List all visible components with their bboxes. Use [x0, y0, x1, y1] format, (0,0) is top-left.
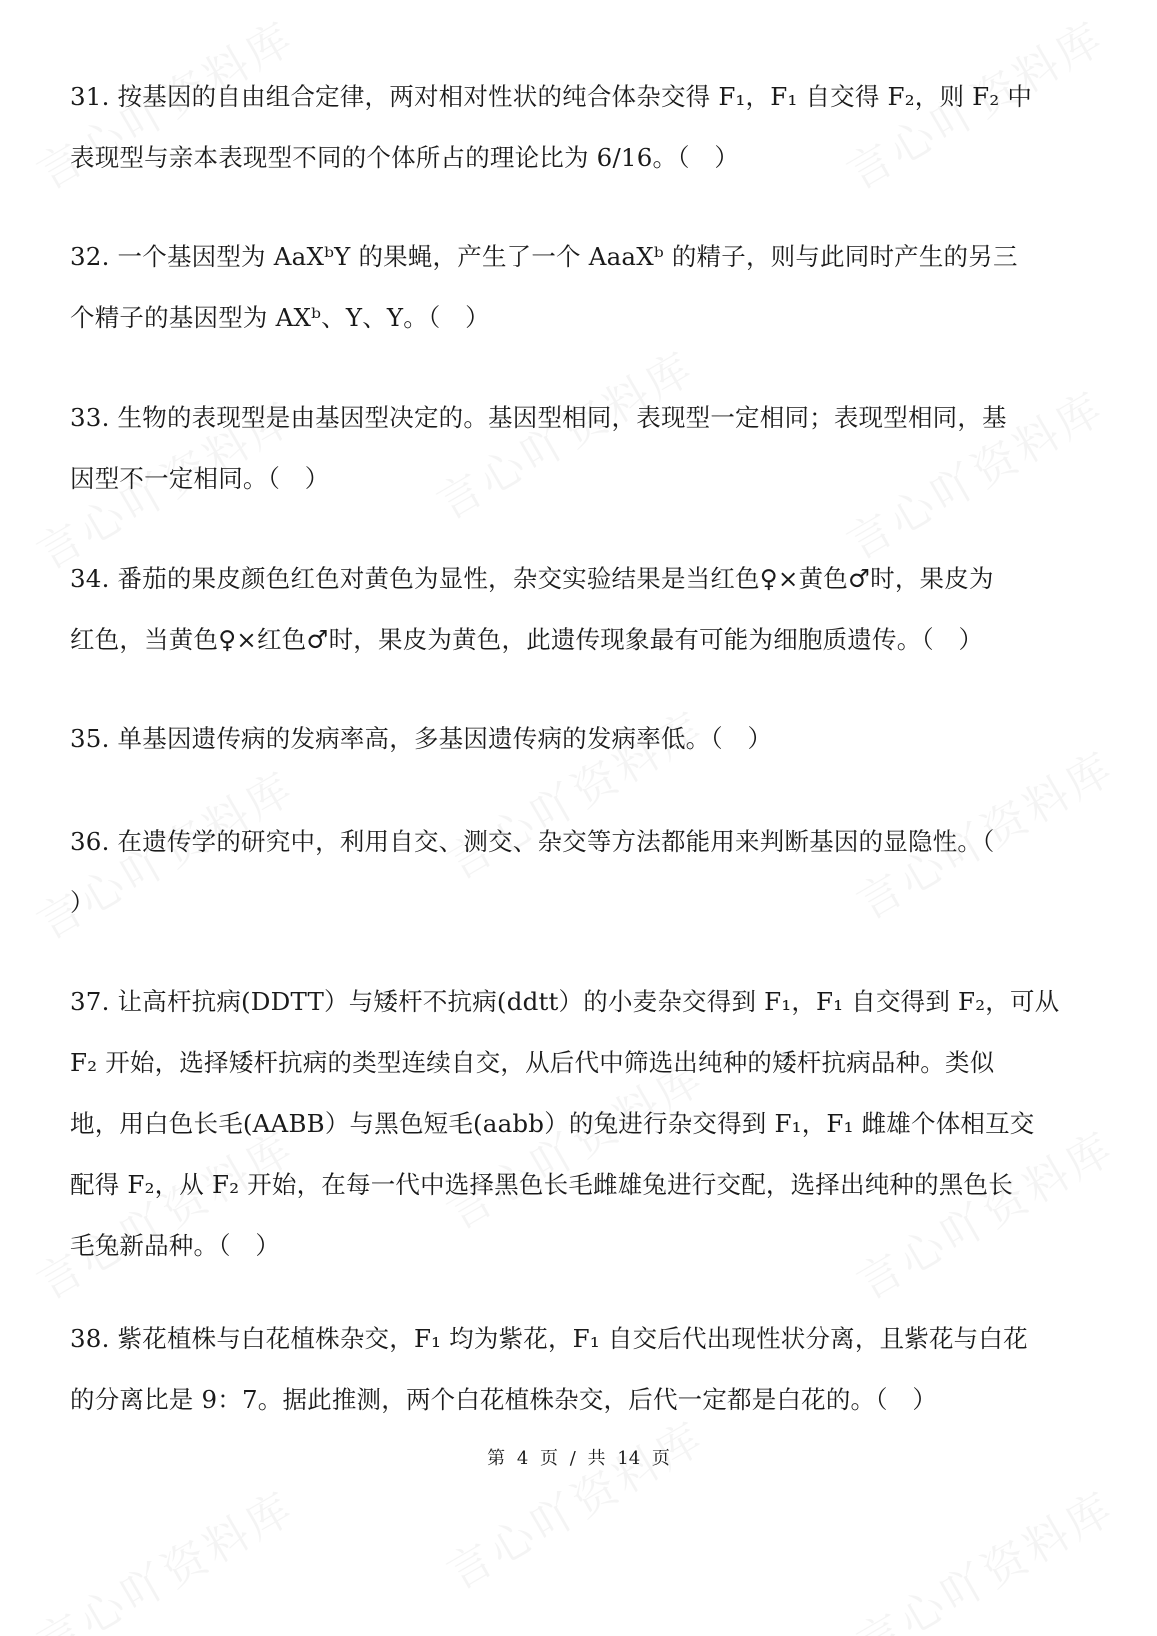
page-footer — [0, 1444, 1157, 1470]
question-line: 34. 番茄的果皮颜色红色对黄色为显性，杂交实验结果是当红色♀×黄色♂时，果皮为 — [70, 564, 994, 593]
question-line: 38. 紫花植株与白花植株杂交，F₁ 均为紫花，F₁ 自交后代出现性状分离，且紫花与白花 — [70, 1324, 1028, 1353]
question-38 — [70, 1308, 1090, 1430]
question-37 — [70, 971, 1090, 1276]
footer-page-unit: 页 — [540, 1448, 558, 1469]
footer-total-prefix: 共 — [587, 1448, 606, 1469]
question-line: 表现型与亲本表现型不同的个体所占的理论比为 6/16。（ ） — [70, 143, 740, 172]
question-33 — [70, 387, 1090, 509]
footer-total-pages: 14 — [617, 1448, 641, 1469]
question-line: 地，用白色长毛(AABB）与黑色短毛(aabb）的兔进行杂交得到 F₁，F₁ 雌雄个体相互交 — [70, 1109, 1035, 1138]
watermark — [433, 1402, 714, 1601]
question-35 — [70, 708, 1090, 769]
watermark — [23, 1472, 304, 1636]
question-line: F₂ 开始，选择矮杆抗病的类型连续自交，从后代中筛选出纯种的矮杆抗病品种。类似 — [70, 1048, 995, 1077]
footer-prefix: 第 — [487, 1448, 506, 1469]
question-line: 的分离比是 9：7。据此推测，两个白花植株杂交，后代一定都是白花的。（ ） — [70, 1385, 938, 1414]
question-34 — [70, 548, 1090, 670]
question-32 — [70, 226, 1090, 348]
footer-page-number: 4 — [516, 1448, 529, 1469]
footer-total-unit: 页 — [651, 1448, 670, 1469]
question-line: 因型不一定相同。（ ） — [70, 464, 330, 493]
question-line: 红色，当黄色♀×红色♂时，果皮为黄色，此遗传现象最有可能为细胞质遗传。（ ） — [70, 625, 984, 654]
watermark — [843, 1472, 1124, 1636]
question-line: 36. 在遗传学的研究中，利用自交、测交、杂交等方法都能用来判断基因的显隐性。（ — [70, 827, 995, 856]
question-line: ） — [70, 888, 95, 917]
question-line: 毛兔新品种。（ ） — [70, 1231, 281, 1260]
question-line: 32. 一个基因型为 AaXᵇY 的果蝇，产生了一个 AaaXᵇ 的精子，则与此同时产生的另三 — [70, 242, 1018, 271]
question-31 — [70, 66, 1090, 188]
question-line: 37. 让高杆抗病(DDTT）与矮杆不抗病(ddtt）的小麦杂交得到 F₁，F₁ 自交得到 F₂，可从 — [70, 987, 1060, 1016]
question-36 — [70, 811, 1090, 933]
footer-separator: / — [569, 1448, 576, 1469]
question-line: 配得 F₂，从 F₂ 开始，在每一代中选择黑色长毛雌雄兔进行交配，选择出纯种的黑色长 — [70, 1170, 1013, 1199]
question-line: 35. 单基因遗传病的发病率高，多基因遗传病的发病率低。（ ） — [70, 724, 773, 753]
question-line: 个精子的基因型为 AXᵇ、Y、Y。（ ） — [70, 303, 490, 332]
question-line: 31. 按基因的自由组合定律，两对相对性状的纯合体杂交得 F₁，F₁ 自交得 F₂，则 F₂ 中 — [70, 82, 1033, 111]
question-line: 33. 生物的表现型是由基因型决定的。基因型相同，表现型一定相同；表现型相同，基 — [70, 403, 1007, 432]
